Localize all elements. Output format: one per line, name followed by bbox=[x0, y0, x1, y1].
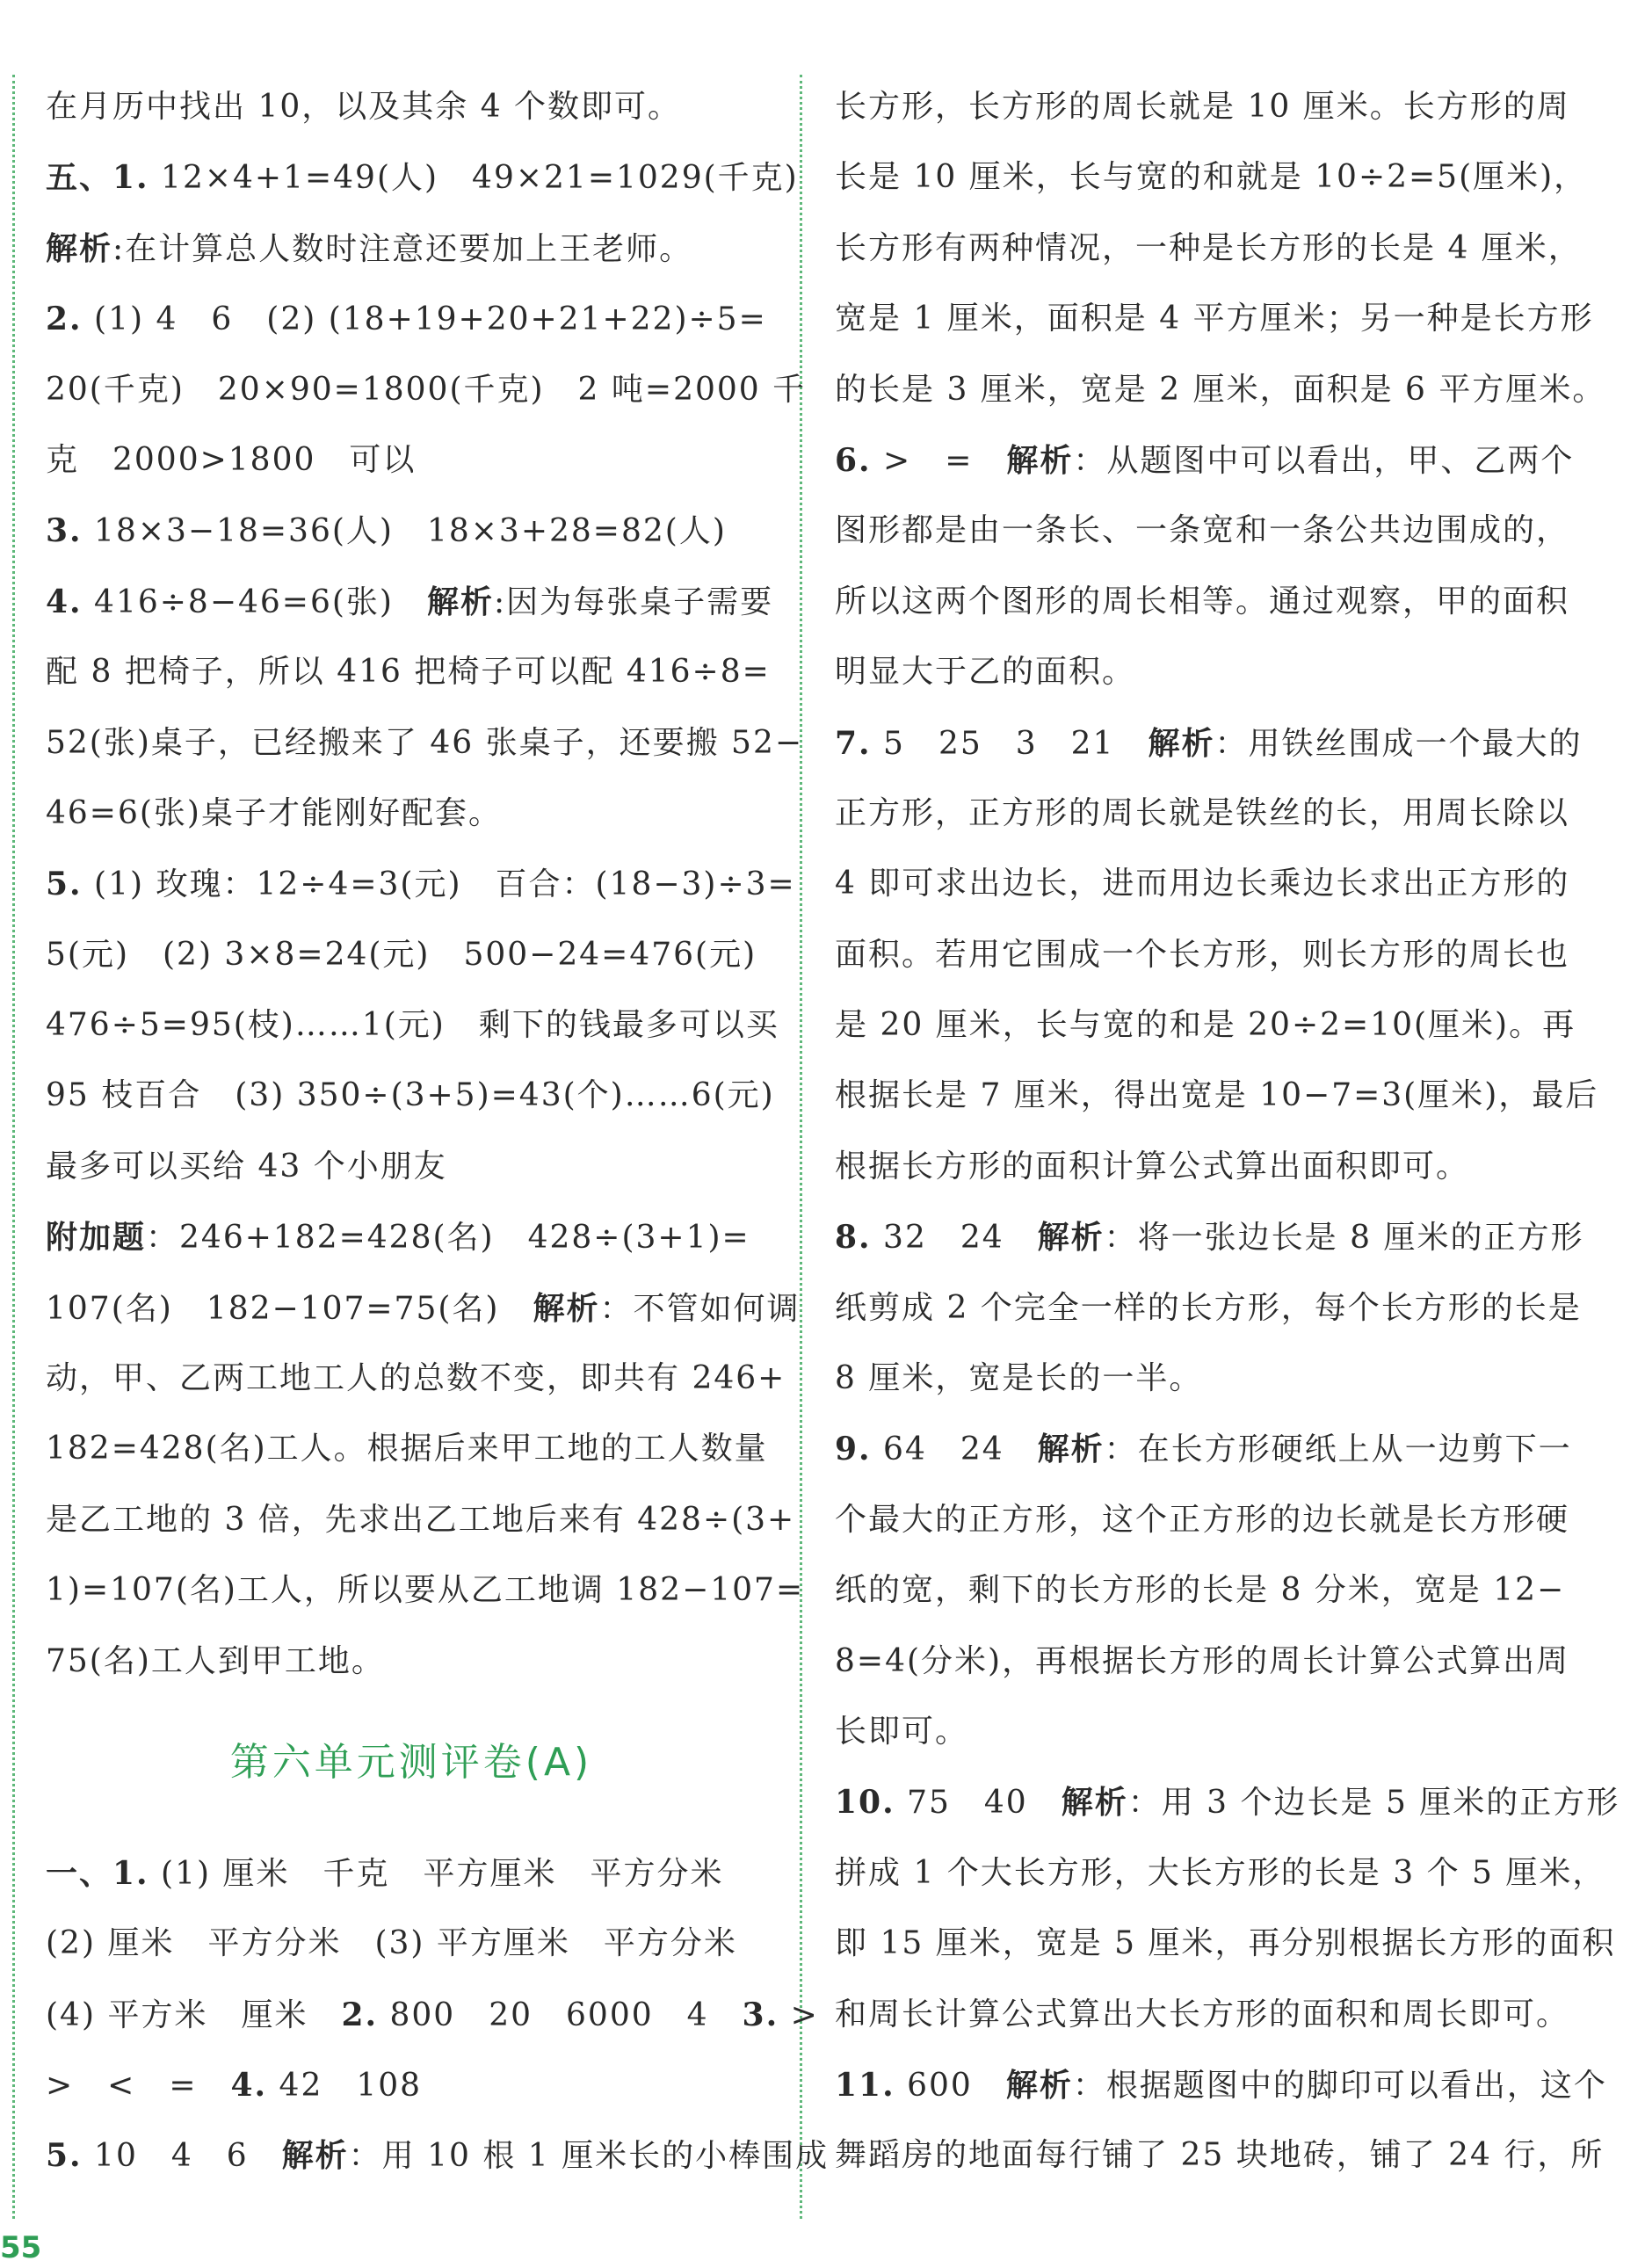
text-segment: 和周长计算公式算出大长方形的面积和周长即可。 bbox=[835, 1996, 1570, 2033]
text-segment: 根据长是 7 厘米，得出宽是 10−7=3(厘米)，最后 bbox=[835, 1077, 1599, 1114]
bold-label: 2. bbox=[341, 1996, 379, 2033]
text-segment: 32 24 bbox=[871, 1220, 1038, 1257]
text-line bbox=[46, 1273, 801, 1344]
text-line bbox=[835, 1909, 1616, 1979]
text-segment: 12×4+1=49(人) 49×21=1029(千克) bbox=[149, 160, 799, 197]
text-segment: 是乙工地的 3 倍，先求出乙工地后来有 428÷(3+ bbox=[46, 1501, 796, 1538]
text-segment: ：在长方形硬纸上从一边剪下一 bbox=[1104, 1431, 1572, 1468]
text-line bbox=[835, 1132, 1566, 1202]
right-text-column bbox=[835, 72, 1620, 2192]
text-line bbox=[46, 284, 777, 354]
text-segment: 64 24 bbox=[871, 1431, 1038, 1468]
bold-label: 10. bbox=[835, 1784, 895, 1822]
text-segment: 107(名) 182−107=75(名) bbox=[46, 1290, 533, 1327]
text-segment: 52(张)桌子，已经搬来了 46 张桌子，还要搬 52− bbox=[46, 724, 804, 761]
text-line bbox=[835, 2050, 1607, 2120]
bold-label: 3. bbox=[46, 512, 83, 550]
text-line bbox=[46, 214, 777, 284]
bold-label: 8. bbox=[835, 1219, 872, 1257]
bold-label: 5. bbox=[46, 2137, 83, 2175]
text-segment: ：用 10 根 1 厘米长的小棒围成 bbox=[348, 2138, 830, 2175]
text-segment: 46=6(张)桌子才能刚好配套。 bbox=[46, 794, 502, 831]
text-line bbox=[46, 1061, 777, 1131]
text-line bbox=[46, 1344, 786, 1414]
text-segment: :因为每张桌子需要 bbox=[493, 583, 774, 620]
text-line bbox=[46, 990, 777, 1061]
text-line bbox=[46, 142, 799, 213]
text-segment: 动，甲、乙两工地工人的总数不变，即共有 246+ bbox=[46, 1360, 786, 1397]
text-segment: 20(千克) 20×90=1800(千克) 2 吨=2000 千 bbox=[46, 371, 807, 408]
text-segment: (2) 厘米 平方分米 (3) 平方厘米 平方分米 bbox=[46, 1925, 737, 1962]
text-line bbox=[835, 1344, 1566, 1414]
text-segment: 长方形有两种情况，一种是长方形的长是 4 厘米， bbox=[835, 229, 1582, 266]
text-line bbox=[46, 1909, 777, 1979]
text-segment: 42 108 bbox=[267, 2067, 423, 2104]
text-segment: 配 8 把椅子，所以 416 把椅子可以配 416÷8= bbox=[46, 654, 771, 691]
text-segment: 4 即可求出边长，进而用边长乘边长求出正方形的 bbox=[835, 866, 1570, 902]
bold-label: 附加题 bbox=[46, 1219, 147, 1257]
text-segment: 95 枝百合 (3) 350÷(3+5)=43(个)……6(元) bbox=[46, 1077, 775, 1114]
text-line bbox=[835, 355, 1606, 425]
bold-label: 五、1. bbox=[46, 159, 149, 197]
text-segment: 长是 10 厘米，长与宽的和就是 10÷2=5(厘米)， bbox=[835, 159, 1588, 196]
text-segment: (1) 玫瑰：12÷4=3(元) 百合：(18−3)÷3= bbox=[82, 866, 796, 903]
text-segment: 正方形，正方形的周长就是铁丝的长，用周长除以 bbox=[835, 794, 1570, 831]
bold-label: 解析 bbox=[1148, 724, 1215, 762]
text-segment: 182=428(名)工人。根据后来甲工地的工人数量 bbox=[46, 1431, 768, 1467]
text-line bbox=[835, 708, 1583, 779]
text-segment: 416÷8−46=6(张) bbox=[82, 583, 427, 620]
text-line bbox=[46, 1838, 777, 1909]
text-segment: 纸剪成 2 个完全一样的长方形，每个长方形的长是 bbox=[835, 1289, 1582, 1326]
bold-label: 解析 bbox=[281, 2137, 349, 2175]
text-line bbox=[835, 425, 1575, 496]
text-segment: 面积。若用它围成一个长方形，则长方形的周长也 bbox=[835, 936, 1570, 973]
text-segment: (4) 平方米 厘米 bbox=[46, 1996, 342, 2033]
text-line bbox=[835, 2120, 1605, 2191]
text-segment: ：根据题图中的脚印可以看出，这个 bbox=[1072, 2067, 1607, 2104]
text-segment: 长方形，长方形的周长就是 10 厘米。长方形的周 bbox=[835, 89, 1570, 125]
text-line bbox=[835, 1202, 1584, 1272]
text-segment: 克 2000>1800 可以 bbox=[46, 441, 417, 478]
bold-label: 6. bbox=[835, 441, 872, 479]
text-segment: 476÷5=95(枝)……1(元) 剩下的钱最多可以买 bbox=[46, 1007, 779, 1044]
text-line bbox=[46, 72, 777, 142]
text-line bbox=[835, 284, 1594, 354]
text-segment: 的长是 3 厘米，宽是 2 厘米，面积是 6 平方厘米。 bbox=[835, 371, 1606, 408]
text-line bbox=[835, 637, 1566, 707]
text-segment: > bbox=[779, 1996, 819, 2033]
text-segment: (1) 4 6 (2) (18+19+20+21+22)÷5= bbox=[82, 301, 767, 338]
text-line bbox=[46, 355, 807, 425]
text-line bbox=[46, 1485, 796, 1555]
text-segment: (1) 厘米 千克 平方厘米 平方分米 bbox=[149, 1855, 724, 1892]
text-line bbox=[46, 1132, 777, 1202]
bold-label: 9. bbox=[835, 1431, 872, 1468]
bold-label: 5. bbox=[46, 866, 83, 903]
text-line bbox=[835, 849, 1570, 919]
text-segment: 8=4(分米)，再根据长方形的周长计算公式算出周 bbox=[835, 1642, 1570, 1679]
text-segment: 在月历中找出 10，以及其余 4 个数即可。 bbox=[46, 89, 682, 125]
left-text-column bbox=[46, 72, 830, 2192]
text-segment: 舞蹈房的地面每行铺了 25 块地砖，铺了 24 行，所 bbox=[835, 2137, 1605, 2174]
text-segment: 所以这两个图形的周长相等。通过观察，甲的面积 bbox=[835, 583, 1570, 620]
section-heading-block bbox=[46, 1697, 777, 1838]
text-segment: 拼成 1 个大长方形，大长方形的长是 3 个 5 厘米， bbox=[835, 1854, 1606, 1891]
text-line bbox=[835, 1627, 1570, 1697]
text-segment: ：246+182=428(名) 428÷(3+1)= bbox=[146, 1220, 750, 1257]
text-line bbox=[835, 1414, 1572, 1484]
bold-label: 解析 bbox=[46, 229, 113, 267]
bold-label: 解析 bbox=[1037, 1219, 1105, 1257]
bold-label: 解析 bbox=[1006, 441, 1074, 479]
text-segment: 最多可以买给 43 个小朋友 bbox=[46, 1148, 447, 1185]
text-segment: 个最大的正方形，这个正方形的边长就是长方形硬 bbox=[835, 1501, 1570, 1538]
text-segment: 图形都是由一条长、一条宽和一条公共边围成的， bbox=[835, 512, 1570, 549]
text-segment: 800 20 6000 4 bbox=[378, 1996, 743, 2033]
bold-label: 7. bbox=[835, 724, 872, 762]
bold-label: 2. bbox=[46, 301, 83, 338]
text-segment: ：从题图中可以看出，甲、乙两个 bbox=[1073, 442, 1575, 479]
text-line bbox=[46, 779, 777, 849]
text-segment: ：用铁丝围成一个最大的 bbox=[1214, 725, 1583, 762]
text-segment: 18×3−18=36(人) 18×3+28=82(人) bbox=[82, 513, 727, 550]
text-segment: 明显大于乙的面积。 bbox=[835, 654, 1136, 691]
text-line bbox=[46, 1202, 777, 1272]
bold-label: 解析 bbox=[1037, 1431, 1105, 1468]
text-line bbox=[835, 1555, 1566, 1626]
text-line bbox=[46, 1555, 805, 1626]
text-line bbox=[835, 496, 1570, 566]
text-line bbox=[46, 2050, 777, 2120]
text-line bbox=[835, 920, 1570, 990]
text-line bbox=[46, 920, 777, 990]
text-segment: 即 15 厘米，宽是 5 厘米，再分别根据长方形的面积 bbox=[835, 1925, 1616, 1962]
bold-label: 解析 bbox=[1061, 1784, 1128, 1822]
text-segment: 根据长方形的面积计算公式算出面积即可。 bbox=[835, 1148, 1470, 1185]
text-segment: > < = bbox=[46, 2067, 231, 2104]
text-segment: 75 40 bbox=[895, 1785, 1062, 1822]
text-segment: 1)=107(名)工人，所以要从乙工地调 182−107= bbox=[46, 1572, 805, 1609]
text-line bbox=[835, 1061, 1599, 1131]
text-segment: 8 厘米，宽是长的一半。 bbox=[835, 1360, 1203, 1397]
text-segment: 长即可。 bbox=[835, 1713, 969, 1750]
text-line bbox=[835, 142, 1588, 213]
text-line bbox=[46, 637, 777, 707]
text-line bbox=[835, 1697, 1566, 1767]
text-line bbox=[835, 1485, 1570, 1555]
bold-label: 3. bbox=[742, 1996, 779, 2033]
text-line bbox=[835, 72, 1570, 142]
section-heading: 第六单元测评卷(A) bbox=[229, 1739, 593, 1785]
text-segment: 宽是 1 厘米，面积是 4 平方厘米；另一种是长方形 bbox=[835, 301, 1594, 337]
bold-label: 解析 bbox=[533, 1289, 600, 1327]
text-line bbox=[835, 1980, 1570, 2050]
text-segment: 是 20 厘米，长与宽的和是 20÷2=10(厘米)。再 bbox=[835, 1007, 1576, 1044]
text-segment: :在计算总人数时注意还要加上王老师。 bbox=[112, 230, 693, 267]
text-segment: > = bbox=[871, 442, 1007, 479]
text-line bbox=[46, 425, 777, 496]
bold-label: 4. bbox=[46, 583, 83, 620]
text-line bbox=[46, 496, 777, 566]
text-line bbox=[46, 1414, 777, 1484]
bold-label: 一、1. bbox=[46, 1854, 149, 1892]
text-line bbox=[835, 1838, 1606, 1909]
text-line bbox=[835, 779, 1570, 849]
text-segment: 10 4 6 bbox=[82, 2138, 282, 2175]
text-line bbox=[835, 990, 1576, 1061]
left-margin-dotted-rule bbox=[12, 75, 15, 2219]
text-line bbox=[46, 567, 777, 637]
text-segment: ：将一张边长是 8 厘米的正方形 bbox=[1104, 1220, 1584, 1257]
text-segment: 5 25 3 21 bbox=[871, 725, 1149, 762]
text-line bbox=[46, 708, 804, 779]
text-line bbox=[46, 1980, 819, 2050]
bold-label: 11. bbox=[835, 2066, 895, 2104]
text-line bbox=[46, 2120, 830, 2191]
text-line bbox=[46, 1627, 777, 1697]
text-segment: ：用 3 个边长是 5 厘米的正方形 bbox=[1127, 1785, 1620, 1822]
text-line bbox=[835, 214, 1582, 284]
text-line bbox=[835, 1273, 1582, 1344]
text-segment: 5(元) (2) 3×8=24(元) 500−24=476(元) bbox=[46, 936, 757, 973]
text-segment: 75(名)工人到甲工地。 bbox=[46, 1642, 385, 1679]
text-segment: 600 bbox=[895, 2067, 1006, 2104]
bold-label: 解析 bbox=[426, 583, 494, 620]
page-number: 55 bbox=[0, 2230, 42, 2265]
text-line bbox=[46, 849, 796, 919]
text-segment: ：不管如何调 bbox=[599, 1290, 801, 1327]
text-line bbox=[835, 567, 1570, 637]
text-line bbox=[835, 1767, 1620, 1837]
bold-label: 4. bbox=[230, 2066, 268, 2104]
bold-label: 解析 bbox=[1005, 2066, 1073, 2104]
text-segment: 纸的宽，剩下的长方形的长是 8 分米，宽是 12− bbox=[835, 1572, 1566, 1609]
